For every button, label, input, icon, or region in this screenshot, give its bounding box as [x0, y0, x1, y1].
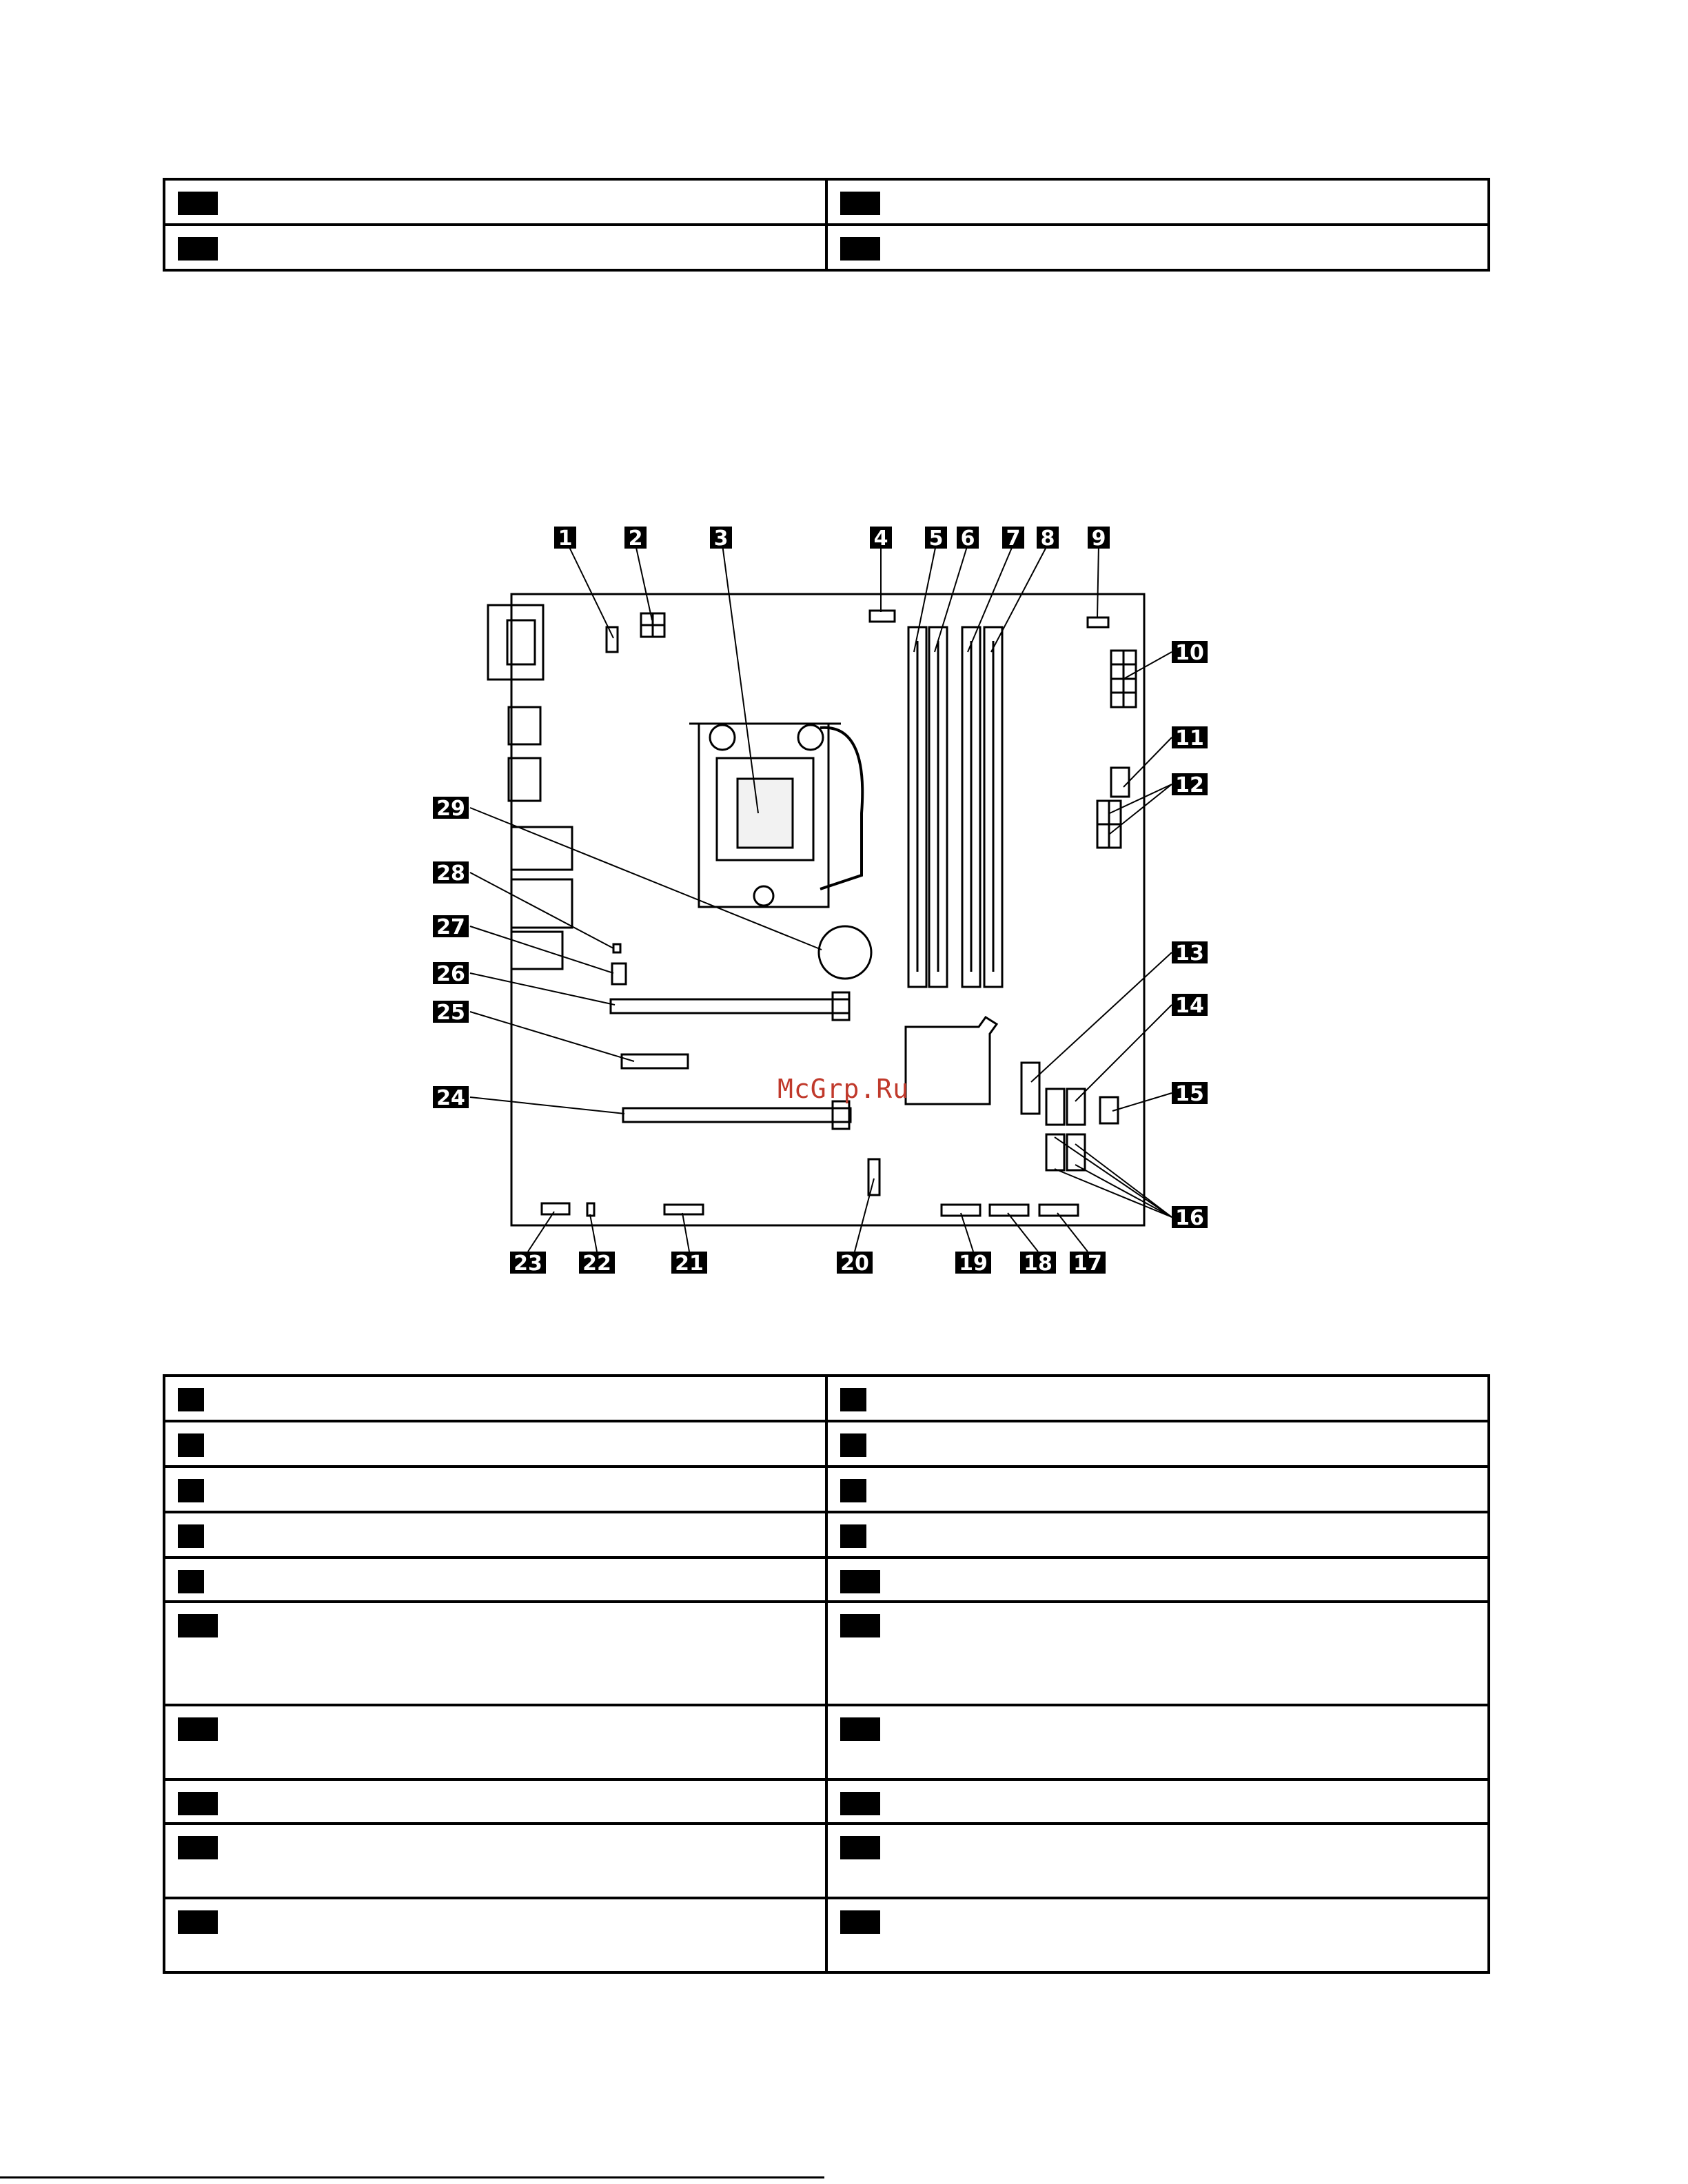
connector-27: [612, 963, 626, 984]
table-row: [164, 1512, 1489, 1558]
fan-connector-1: [607, 627, 618, 652]
footer-rule: [0, 2176, 824, 2178]
callout-10: [1172, 641, 1208, 665]
svg-text:13: 13: [1175, 941, 1204, 966]
callout-6: [957, 527, 979, 551]
callout-3: [710, 527, 732, 551]
svg-text:1: 1: [558, 527, 573, 551]
callout-box: [178, 1910, 218, 1934]
chipset: [906, 1017, 997, 1104]
callout-box: [840, 1614, 880, 1637]
callout-2: [624, 527, 647, 551]
watermark: McGrp.Ru: [777, 1074, 910, 1104]
svg-text:17: 17: [1073, 1252, 1102, 1276]
table-cell: [826, 1467, 1489, 1512]
table-row: [164, 1824, 1489, 1898]
callout-box: [840, 1479, 866, 1502]
bottom-legend-table: [163, 1374, 1490, 1974]
callout-box: [178, 1433, 204, 1457]
svg-text:23: 23: [513, 1252, 542, 1276]
header-23: [542, 1203, 569, 1214]
callout-9: [1088, 527, 1110, 551]
board-outline: [511, 594, 1144, 1225]
connector-20: [868, 1159, 879, 1195]
table-row: [164, 1421, 1489, 1467]
table-cell: [164, 1705, 826, 1779]
header-22: [587, 1203, 594, 1216]
table-cell: [164, 1824, 826, 1898]
table-cell: [826, 1779, 1489, 1824]
callout-25: [433, 1001, 469, 1025]
svg-text:19: 19: [959, 1252, 988, 1276]
table-cell: [826, 1376, 1489, 1421]
svg-text:27: 27: [436, 915, 465, 939]
table-cell: [826, 1512, 1489, 1558]
table-cell: [164, 1376, 826, 1421]
callout-23: [510, 1252, 546, 1276]
svg-text:7: 7: [1006, 527, 1021, 551]
table-cell: [826, 1558, 1489, 1602]
table-row: [164, 1779, 1489, 1824]
callout-box: [840, 1836, 880, 1859]
table-cell: [164, 1512, 826, 1558]
svg-text:21: 21: [675, 1252, 704, 1276]
connector-9: [1088, 618, 1108, 627]
callout-4: [870, 527, 892, 551]
table-row: [164, 1898, 1489, 1972]
svg-text:29: 29: [436, 797, 465, 821]
pcie-slot-24: [623, 1108, 851, 1122]
callout-box: [840, 1524, 866, 1548]
table-cell: [826, 1824, 1489, 1898]
table-cell: [826, 1602, 1489, 1705]
callout-18: [1020, 1252, 1056, 1276]
callout-box: [840, 1388, 866, 1411]
callout-box: [178, 1479, 204, 1502]
sata-port: [1046, 1134, 1064, 1170]
table-cell: [826, 1898, 1489, 1972]
callout-26: [433, 962, 469, 986]
callout-24: [433, 1086, 469, 1110]
jumper-28: [613, 944, 620, 952]
svg-text:26: 26: [436, 962, 465, 986]
callout-12: [1172, 773, 1208, 797]
pcie-slot-26: [611, 999, 849, 1013]
svg-text:2: 2: [628, 527, 643, 551]
svg-text:18: 18: [1024, 1252, 1053, 1276]
svg-text:16: 16: [1175, 1206, 1204, 1230]
callout-14: [1172, 994, 1208, 1018]
table-cell: [164, 1602, 826, 1705]
callout-21: [671, 1252, 707, 1276]
header-21: [664, 1205, 703, 1214]
table-row: [164, 1558, 1489, 1602]
svg-text:12: 12: [1175, 773, 1204, 797]
svg-text:22: 22: [582, 1252, 611, 1276]
connector-11: [1111, 768, 1129, 797]
callout-box: [178, 1717, 218, 1741]
callout-7: [1002, 527, 1024, 551]
table-row: [164, 1376, 1489, 1421]
callout-16: [1172, 1206, 1208, 1230]
table-cell: [164, 1558, 826, 1602]
dp-port: [511, 827, 572, 870]
callout-11: [1172, 726, 1208, 751]
callout-box: [840, 1717, 880, 1741]
usb-port: [509, 707, 540, 744]
callout-box: [840, 1792, 880, 1815]
callout-box: [840, 1433, 866, 1457]
pcie-slot-25: [622, 1054, 688, 1068]
svg-text:24: 24: [436, 1086, 465, 1110]
svg-text:25: 25: [436, 1001, 465, 1025]
svg-text:8: 8: [1040, 527, 1055, 551]
table-row: [164, 1467, 1489, 1512]
callout-29: [433, 797, 469, 821]
callout-27: [433, 915, 469, 939]
table-cell: [826, 1421, 1489, 1467]
svg-text:15: 15: [1175, 1082, 1204, 1106]
callout-22: [579, 1252, 615, 1276]
callout-box: [840, 1570, 880, 1593]
callout-box: [178, 1836, 218, 1859]
table-cell: [164, 1779, 826, 1824]
usb-port: [509, 758, 540, 801]
svg-text:20: 20: [840, 1252, 869, 1276]
callout-19: [955, 1252, 991, 1276]
callout-28: [433, 861, 469, 886]
callout-17: [1070, 1252, 1106, 1276]
table-row: [164, 1602, 1489, 1705]
svg-text:6: 6: [960, 527, 975, 551]
callout-13: [1172, 941, 1208, 966]
callout-box: [178, 1614, 218, 1637]
ethernet-port: [511, 879, 572, 928]
callout-5: [925, 527, 947, 551]
svg-text:4: 4: [873, 527, 888, 551]
battery: [819, 926, 871, 979]
callout-box: [178, 1524, 204, 1548]
svg-text:3: 3: [713, 527, 729, 551]
svg-text:9: 9: [1091, 527, 1106, 551]
svg-text:14: 14: [1175, 994, 1204, 1018]
table-cell: [826, 1705, 1489, 1779]
table-cell: [164, 1898, 826, 1972]
fan-connector-4: [870, 611, 895, 622]
table-cell: [164, 1421, 826, 1467]
callout-box: [178, 1388, 204, 1411]
svg-text:11: 11: [1175, 726, 1204, 751]
svg-text:10: 10: [1175, 641, 1204, 665]
callout-15: [1172, 1082, 1208, 1106]
svg-text:28: 28: [436, 861, 465, 886]
audio-port: [511, 932, 562, 969]
connector-13: [1021, 1063, 1039, 1114]
table-row: [164, 1705, 1489, 1779]
callout-1: [554, 527, 576, 551]
callout-box: [178, 1570, 204, 1593]
callout-box: [840, 1910, 880, 1934]
callout-8: [1037, 527, 1059, 551]
callout-20: [837, 1252, 873, 1276]
svg-text:5: 5: [928, 527, 944, 551]
table-cell: [164, 1467, 826, 1512]
callout-box: [178, 1792, 218, 1815]
sata-port: [1046, 1089, 1064, 1125]
